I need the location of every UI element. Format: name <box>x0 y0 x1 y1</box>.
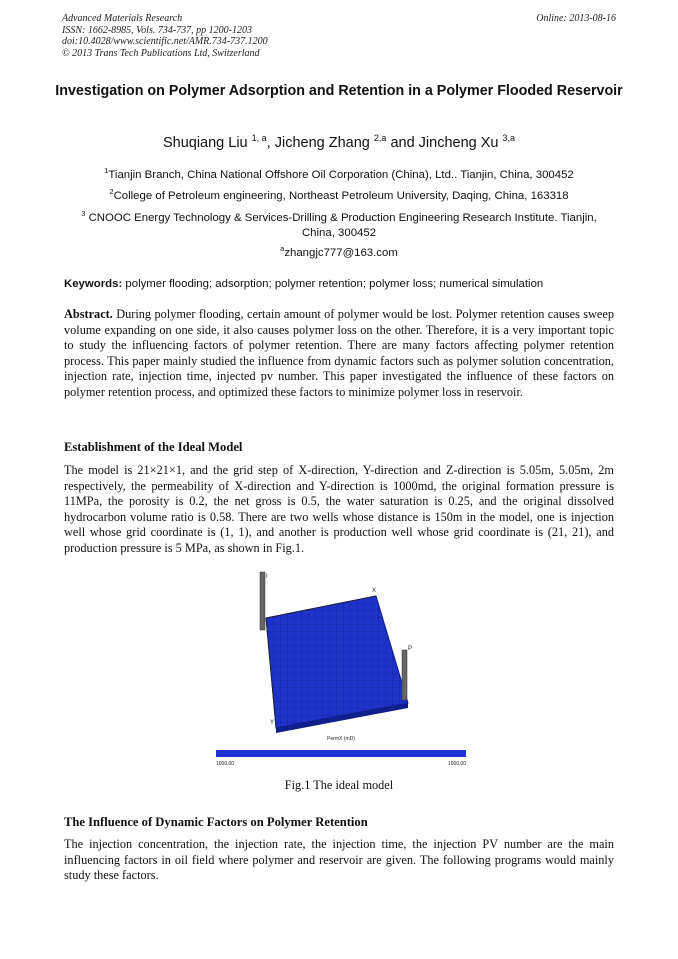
keywords-text: polymer flooding; adsorption; polymer retention; polymer loss; numerical simulation <box>122 278 544 290</box>
author-separator: , <box>266 134 275 151</box>
production-well-icon <box>402 650 407 700</box>
affil-mark: 2 <box>109 187 114 196</box>
injection-well-label: I <box>266 574 268 580</box>
affiliation-email <box>40 241 638 261</box>
figure-caption: Fig.1 The ideal model <box>284 778 394 792</box>
paper-title: Investigation on Polymer Adsorption and Retention in a Polymer Flooded Reservoir <box>55 83 623 99</box>
keywords <box>64 278 624 290</box>
author-list <box>40 133 638 151</box>
affil-mark: a <box>280 244 285 253</box>
axis-label-y: Y <box>270 720 275 726</box>
production-well-label: P <box>408 646 413 652</box>
affil-text: Tianjin Branch, China National Offshore Oil Corporation (China), Ltd.. Tianjin, China, 300452 <box>108 168 574 181</box>
journal-doi: doi:10.4028/www.scientific.net/AMR.734-737.1200 <box>62 36 268 47</box>
section-model-text: The model is 21×21×1, and the grid step of X-direction, Y-direction and Z-direction is 5.05m, 5.05m, 2m respectively, the permeability of X-direction and Y-direction is 1000md, the original formation pressure is 11MPa, the porosity is 0.2, the net gross is 0.5, the water saturation is 0.25, and the original dissolved hydrocarbon volume ratio is 0.58. There are two wells whose distance is 150m in the model, one is injection well whose grid coordinate is (1, 1), and another is production well whose grid coordinate is (21, 21), and production pressure is 5 MPa, as shown in Fig.1. <box>64 463 614 555</box>
affil-text: College of Petroleum engineering, Northeast Petroleum University, Daqing, China, 163318 <box>113 189 569 202</box>
journal-copyright: © 2013 Trans Tech Publications Ltd, Switzerland <box>62 47 260 59</box>
affiliation-1 <box>40 163 638 183</box>
model-figure <box>196 568 486 768</box>
abstract-text: During polymer flooding, certain amount of polymer would be lost. Polymer retention causes sweep volume expanding on one side, it also causes polymer loss on the other. Therefore, it is a very important topic to study the influencing factors of polymer retention. There are many factors affecting polymer retention process. This paper mainly studied the influence from dynamic factors such as polymer solution concentration, injection rate, injection time, injected pv number. This paper investigated the influence of these factors on polymer retention process, and optimized these factors to minimize polymer loss in reservoir. <box>64 307 614 399</box>
colorbar-max-label: 1000.00 <box>447 761 466 767</box>
colorbar <box>216 750 466 757</box>
affiliation-2 <box>40 184 638 204</box>
affil-mark: 3 <box>81 209 86 218</box>
affil-mark: 1 <box>104 166 109 175</box>
author-affil-mark: 2,a <box>373 133 387 143</box>
author-name: Jincheng Xu <box>418 134 499 151</box>
email-text: zhangjc777@163.com <box>284 246 398 259</box>
model-figure-svg <box>196 568 486 768</box>
online-date: Online: 2013-08-16 <box>536 13 616 24</box>
section-dynamic-text: The injection concentration, the injection rate, the injection time, the injection PV number are the main influencing factors in oil field where polymer and reservoir are given. The following programs would mainly study these factors. <box>64 837 614 882</box>
affil-text: CNOOC Energy Technology & Services-Drilling & Production Engineering Research Institute. Tianjin, China, 300452 <box>85 211 597 239</box>
colorbar-min-label: 1000.00 <box>216 761 235 767</box>
keywords-label: Keywords: <box>64 278 123 290</box>
colorbar-title: PermX (mD) <box>327 736 355 742</box>
injection-well-icon <box>260 572 265 630</box>
author-affil-mark: 3,a <box>502 133 516 143</box>
author-name: Jicheng Zhang <box>274 134 370 151</box>
abstract-label: Abstract. <box>64 307 113 321</box>
author-name: Shuqiang Liu <box>162 134 248 151</box>
affiliation-3 <box>70 206 608 241</box>
journal-header <box>62 13 268 59</box>
axis-label-x: X <box>372 588 377 594</box>
section-heading-model: Establishment of the Ideal Model <box>64 440 243 454</box>
section-heading-dynamic: The Influence of Dynamic Factors on Polymer Retention <box>64 815 368 829</box>
journal-issn: ISSN: 1662-8985, Vols. 734-737, pp 1200-1203 <box>62 24 252 36</box>
author-and: and <box>386 134 419 151</box>
author-affil-mark: 1, a <box>251 133 267 143</box>
journal-name: Advanced Materials Research <box>62 13 183 24</box>
abstract <box>64 307 614 400</box>
